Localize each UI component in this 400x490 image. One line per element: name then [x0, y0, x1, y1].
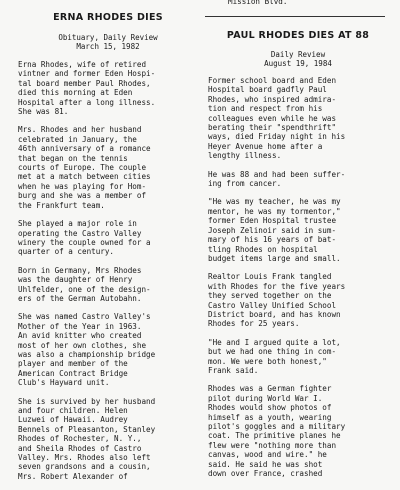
text-line: was also a championship bridge	[18, 349, 156, 359]
text-line: colleagues even while he was	[208, 113, 337, 123]
article-body	[18, 60, 198, 481]
text-line: courts of Europe. The couple	[18, 163, 147, 173]
text-line: tling Rhodes on hospital	[208, 244, 318, 254]
text-line: Erna Rhodes, wife of retired	[18, 60, 147, 69]
article-paul-rhodes	[208, 0, 388, 487]
text-line: met at a match between cities	[18, 172, 151, 182]
text-line: Hospital after a long illness.	[18, 97, 156, 107]
text-line: Bennels of Pleasanton, Stanley	[18, 424, 156, 434]
text-line: mon. We were both honest,"	[208, 356, 327, 366]
text-line: celebrated in January, the	[18, 134, 137, 144]
text-line: pilot during World War I.	[208, 393, 323, 403]
text-line: District board, and has known	[208, 309, 341, 319]
text-line: burg and she was a member of	[18, 191, 147, 201]
text-line: mary of his 16 years of bat-	[208, 235, 337, 245]
text-line: budget items large and small.	[208, 253, 341, 263]
text-line: Rhodes of Rochester, N. Y.,	[18, 434, 142, 444]
text-line: Mother of the Year in 1963.	[18, 321, 142, 331]
text-line: former Eden Hospital trustee	[208, 216, 337, 226]
text-line: seven grandsons and a cousin,	[18, 462, 151, 472]
text-line: ways, died Friday night in his	[208, 132, 346, 142]
text-line: Realtor Louis Frank tangled	[208, 272, 332, 282]
text-line: She was named Castro Valley's	[18, 312, 151, 322]
article-paragraph	[208, 272, 388, 328]
text-line: and Sheila Rhodes of Castro	[18, 443, 142, 453]
text-line: died this morning at Eden	[18, 88, 133, 98]
text-line: operating the Castro Valley	[18, 228, 142, 238]
text-line: He was 88 and had been suffer-	[208, 169, 346, 179]
text-line: and four children. Helen	[18, 406, 128, 415]
text-line: player and member of the	[18, 359, 128, 369]
text-line: Rhodes was a German fighter	[208, 384, 332, 394]
text-line: Former school board and Eden	[208, 76, 337, 85]
text-line: Mrs. Rhodes and her husband	[18, 125, 142, 135]
article-paragraph	[18, 125, 198, 210]
article-paragraph	[18, 266, 198, 304]
text-line: tal board member Paul Rhodes,	[18, 78, 151, 88]
text-line: ing from cancer.	[208, 179, 282, 189]
byline-source: Daily Review	[270, 50, 326, 59]
text-line: that began on the tennis	[18, 153, 128, 163]
text-line: Uhlfelder, one of the design-	[18, 284, 151, 294]
article-headline: ERNA RHODES DIES	[53, 12, 163, 23]
text-line: "He and I argued quite a lot,	[208, 337, 341, 347]
text-line: Luzwei of Hawaii. Audrey	[18, 415, 128, 425]
text-line: Castro Valley Unified School	[208, 300, 337, 310]
article-paragraph	[18, 397, 198, 482]
article-paragraph	[18, 60, 198, 116]
text-line: Mrs. Robert Alexander of	[18, 471, 128, 481]
byline-date: March 15, 1982	[76, 42, 140, 51]
text-line: berating their "spendthrift"	[208, 123, 337, 133]
text-line: She played a major role in	[18, 219, 137, 229]
article-body	[208, 76, 388, 478]
previous-article-fragment: Mission Blvd.	[228, 0, 288, 6]
text-line: Valley. Mrs. Rhodes also left	[18, 453, 151, 463]
text-line: lengthy illness.	[208, 151, 282, 161]
text-line: but we had one thing in com-	[208, 347, 337, 357]
article-paragraph	[208, 76, 388, 161]
text-line: An avid knitter who created	[18, 331, 142, 341]
text-line: ers of the German Autobahn.	[18, 293, 142, 303]
article-headline: PAUL RHODES DIES AT 88	[226, 30, 370, 41]
text-line: Rhodes for 25 years.	[208, 319, 300, 329]
text-line: flew were "nothing more than	[208, 440, 337, 450]
article-paragraph	[208, 197, 388, 263]
text-line: She was 81.	[18, 107, 69, 117]
article-paragraph	[18, 219, 198, 257]
text-line: Rhodes, who inspired admira-	[208, 94, 337, 104]
text-line: American Contract Bridge	[18, 368, 128, 378]
text-line: vintner and former Eden Hospi-	[18, 69, 156, 79]
text-line: Born in Germany, Mrs Rhodes	[18, 265, 142, 275]
article-paragraph	[208, 338, 388, 376]
article-paragraph	[208, 384, 388, 478]
text-line: Heyer Avenue home after a	[208, 141, 323, 151]
text-line: pilot's goggles and a military	[208, 422, 346, 431]
text-line: mentor, he was my tormentor,"	[208, 206, 341, 216]
text-line: with Rhodes for the five years	[208, 281, 346, 291]
text-line: winery the couple owned for a	[18, 237, 151, 247]
text-line: said. He said he was shot	[208, 459, 323, 469]
article-paragraph	[18, 312, 198, 387]
text-line: coat. The primitive planes he	[208, 431, 341, 441]
text-line: they served together on the	[208, 291, 332, 301]
text-line: himself as a youth, wearing	[208, 412, 332, 422]
text-line: 46th anniversary of a romance	[18, 144, 151, 154]
text-line: the Frankfurt team.	[18, 200, 105, 210]
text-line: Rhodes would show photos of	[208, 403, 332, 413]
text-line: Hospital board gadfly Paul	[208, 85, 327, 95]
text-line: canvas, wood and wire." he	[208, 450, 327, 460]
byline-source: Obituary, Daily Review	[58, 33, 158, 42]
text-line: down over France, crashed	[208, 469, 323, 479]
text-line: most of her own clothes, she	[18, 340, 147, 350]
text-line: quarter of a century.	[18, 247, 115, 257]
byline-date: August 19, 1984	[264, 59, 332, 68]
text-line: Club's Hayward unit.	[18, 378, 110, 388]
article-paragraph	[208, 170, 388, 189]
text-line: She is survived by her husband	[18, 396, 156, 406]
article-erna-rhodes	[18, 0, 198, 490]
text-line: when he was playing for Hom-	[18, 181, 147, 191]
text-line: "He was my teacher, he was my	[208, 197, 341, 207]
text-line: Joseph Zelinoir said in sum-	[208, 225, 337, 235]
text-line: tion and respect from his	[208, 104, 323, 114]
text-line: Frank said.	[208, 365, 259, 375]
text-line: was the daughter of Henry	[18, 275, 133, 285]
